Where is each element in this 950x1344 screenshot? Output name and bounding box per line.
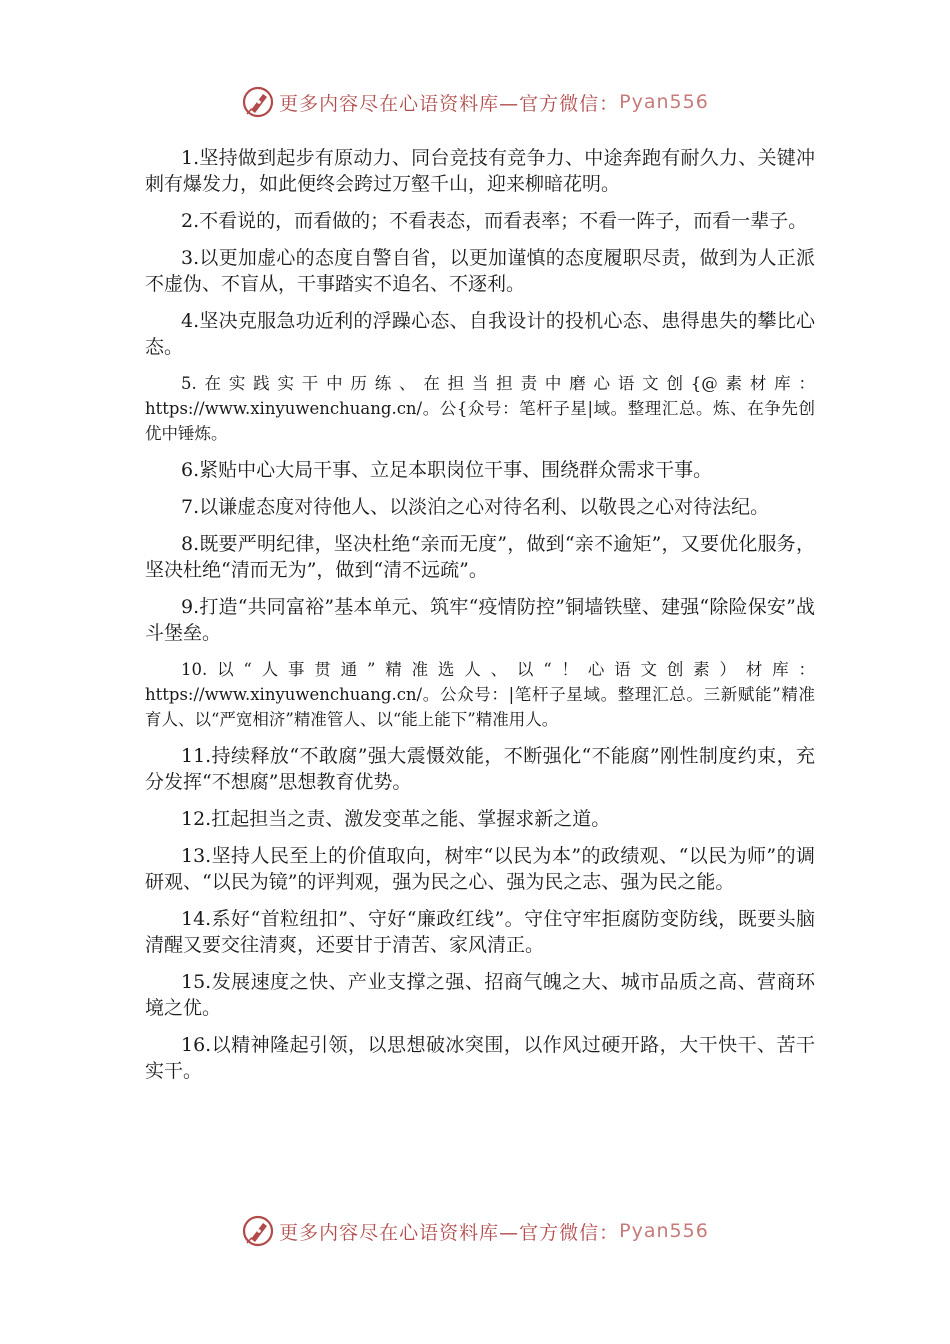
paragraph-16: 16.以精神隆起引领，以思想破冰突围，以作风过硬开路，大干快干、苦干实干。 xyxy=(145,1034,815,1082)
footer-wechat-id: Pyan556 xyxy=(619,1220,709,1242)
paragraph-14: 14.系好“首粒纽扣”、守好“廉政红线”。守住守牢拒腐防变防线，既要头脑清醒又要交往清爽，还要甘于清苦、家风清正。 xyxy=(145,908,815,956)
paragraph-13: 13.坚持人民至上的价值取向，树牢“以民为本”的政绩观、“以民为师”的调研观、“以民为镜”的评判观，强为民之心、强为民之志、强为民之能。 xyxy=(145,845,815,893)
paragraph-10: 10.以“人事贯通”精准选人、以“！心语文创素）材库：https://www.xinyuwenchuang.cn/。公众号：|笔杆子星域。整理汇总。三新赋能”精准育人、以“严宽相济”精准管人、以“能上能下”精准用人。 xyxy=(145,660,815,729)
paragraph-9: 9.打造“共同富裕”基本单元、筑牢“疫情防控”铜墙铁壁、建强“除险保安”战斗堡垒。 xyxy=(145,596,815,644)
document-body xyxy=(145,145,815,1095)
footer-banner-text: 更多内容尽在心语资料库—官方微信： xyxy=(279,1221,620,1244)
paragraph-2: 2.不看说的，而看做的；不看表态，而看表率；不看一阵子，而看一辈子。 xyxy=(181,210,808,232)
paragraph-4: 4.坚决克服急功近利的浮躁心态、自我设计的投机心态、患得患失的攀比心态。 xyxy=(145,310,815,358)
paragraph-8: 8.既要严明纪律，坚决杜绝“亲而无度”，做到“亲不逾矩”，又要优化服务，坚决杜绝“清而无为”，做到“清不远疏”。 xyxy=(145,533,815,581)
header-banner xyxy=(0,82,950,122)
header-banner-text: 更多内容尽在心语资料库—官方微信： xyxy=(279,92,620,115)
header-wechat-id: Pyan556 xyxy=(619,91,709,113)
paragraph-11: 11.持续释放“不敢腐”强大震慑效能，不断强化“不能腐”刚性制度约束，充分发挥“不想腐”思想教育优势。 xyxy=(145,745,815,793)
paragraph-5: 5.在实践实干中历练、在担当担责中磨心语文创{@素材库：https://www.xinyuwenchuang.cn/。公{众号：笔杆子星|域。整理汇总。炼、在争先创优中锤炼。 xyxy=(145,374,815,443)
paragraph-12: 12.扛起担当之责、激发变革之能、掌握求新之道。 xyxy=(181,808,611,830)
paragraph-7: 7.以谦虚态度对待他人、以淡泊之心对待名利、以敬畏之心对待法纪。 xyxy=(181,496,770,518)
pen-nib-logo-icon xyxy=(241,85,275,119)
paragraph-1: 1.坚持做到起步有原动力、同台竞技有竞争力、中途奔跑有耐久力、关键冲刺有爆发力，如此便终会跨过万壑千山，迎来柳暗花明。 xyxy=(145,147,815,195)
pen-nib-logo-icon xyxy=(241,1214,275,1248)
footer-banner xyxy=(0,1211,950,1251)
paragraph-3: 3.以更加虚心的态度自警自省，以更加谨慎的态度履职尽责，做到为人正派不虚伪、不盲从，干事踏实不追名、不逐利。 xyxy=(145,247,815,295)
paragraph-6: 6.紧贴中心大局干事、立足本职岗位干事、围绕群众需求干事。 xyxy=(181,459,713,481)
paragraph-15: 15.发展速度之快、产业支撑之强、招商气魄之大、城市品质之高、营商环境之优。 xyxy=(145,971,815,1019)
